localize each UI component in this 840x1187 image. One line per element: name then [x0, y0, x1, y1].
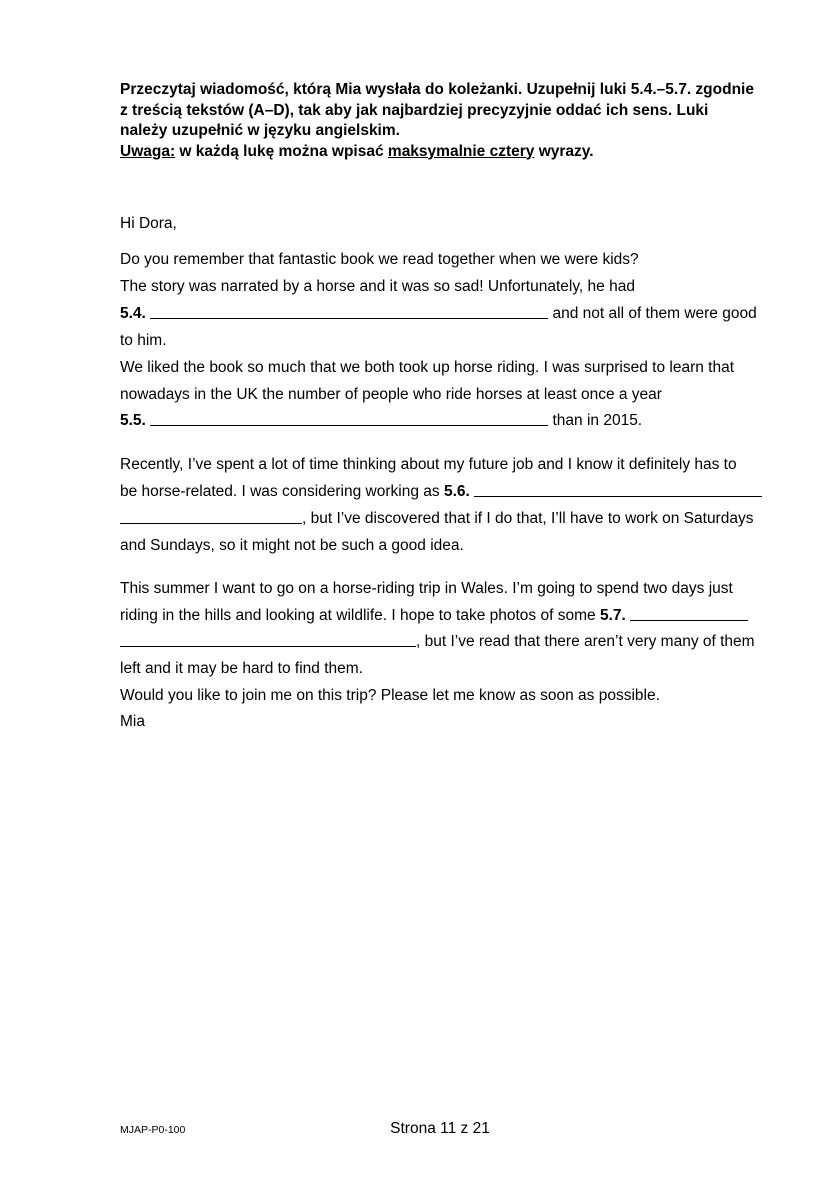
gap-5-4-line: [120, 304, 757, 324]
letter-line: Recently, I’ve spent a lot of time thinking about my future job and I know it definitely has to: [120, 456, 737, 473]
instruction-line-2: z treścią tekstów (A–D), tak aby jak najbardziej precyzyjnie oddać ich sens. Luki: [120, 101, 709, 119]
instruction-line-1: Przeczytaj wiadomość, którą Mia wysłała do koleżanki. Uzupełnij luki 5.4.–5.7. zgodnie: [120, 81, 754, 98]
gap-5-7-answer-line-a[interactable]: [630, 619, 748, 621]
task-instructions: [120, 80, 770, 162]
gap-5-6-line: [120, 482, 762, 502]
gap-5-5-answer-line[interactable]: [150, 424, 548, 426]
signature: Mia: [120, 713, 145, 730]
letter-text: riding in the hills and looking at wildlife. I hope to take photos of some: [120, 607, 596, 624]
letter-line: Do you remember that fantastic book we read together when we were kids?: [120, 251, 639, 268]
gap-5-4-label: 5.4.: [120, 305, 146, 322]
letter-text: and not all of them were good: [552, 305, 757, 322]
gap-5-4-answer-line[interactable]: [150, 317, 548, 319]
instruction-note: [120, 142, 770, 163]
instruction-line-3: należy uzupełnić w języku angielskim.: [120, 122, 400, 139]
note-label: Uwaga:: [120, 142, 176, 160]
gap-5-5-label: 5.5.: [120, 412, 146, 429]
letter-text: than in 2015.: [552, 412, 643, 429]
note-text-b: wyrazy.: [534, 142, 594, 160]
gap-5-6-continuation: [120, 509, 753, 529]
letter-line: The story was narrated by a horse and it was so sad! Unfortunately, he had: [120, 278, 635, 295]
letter-line: left and it may be hard to find them.: [120, 660, 363, 677]
gap-5-5-line: [120, 411, 642, 431]
letter-text: , but I’ve discovered that if I do that, I’ll have to work on Saturdays: [302, 510, 754, 527]
page-number: Strona 11 z 21: [390, 1120, 490, 1137]
note-text-a: w każdą lukę można wpisać: [175, 142, 388, 160]
letter-line: to him.: [120, 332, 167, 349]
letter-line: nowadays in the UK the number of people who ride horses at least once a year: [120, 386, 662, 403]
letter-text: be horse-related. I was considering working as: [120, 483, 440, 500]
greeting: Hi Dora,: [120, 215, 177, 232]
letter-line: This summer I want to go on a horse-riding trip in Wales. I’m going to spend two days just: [120, 580, 733, 597]
gap-5-7-label: 5.7.: [599, 607, 626, 624]
gap-5-7-answer-line-b[interactable]: [120, 645, 416, 647]
gap-5-6-label: 5.6.: [443, 483, 470, 500]
letter-text: , but I’ve read that there aren’t very many of them: [416, 633, 755, 650]
letter-line: Would you like to join me on this trip? Please let me know as soon as possible.: [120, 687, 660, 704]
gap-5-7-continuation: [120, 632, 755, 652]
letter-line: We liked the book so much that we both took up horse riding. I was surprised to learn that: [120, 359, 735, 376]
letter-line: and Sundays, so it might not be such a good idea.: [120, 537, 464, 554]
note-emphasis: maksymalnie cztery: [387, 142, 535, 160]
gap-5-7-line: [120, 606, 748, 626]
gap-5-6-answer-line-b[interactable]: [120, 522, 302, 524]
gap-5-6-answer-line-a[interactable]: [474, 495, 762, 497]
exam-code: MJAP-P0-100: [120, 1124, 186, 1136]
